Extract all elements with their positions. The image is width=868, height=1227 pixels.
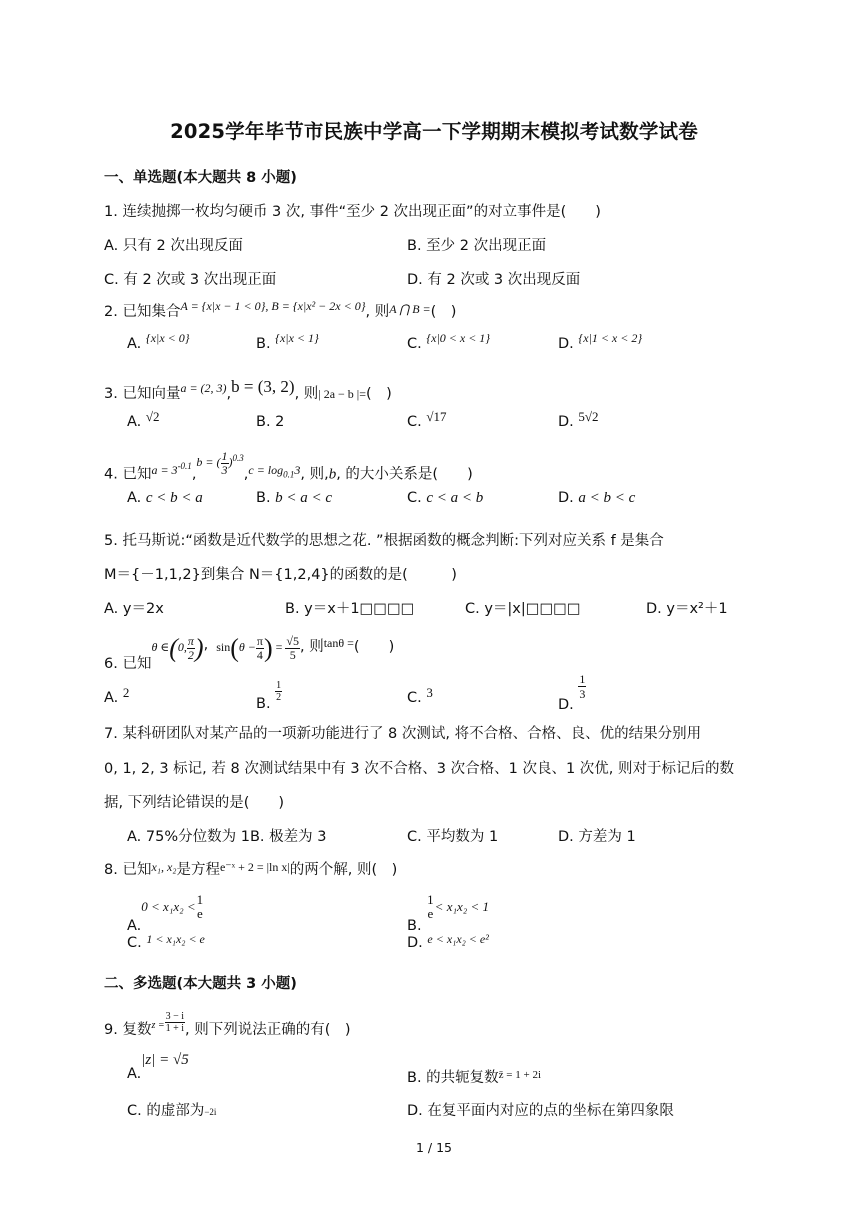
question-8-option-b: B. 1 e < x₁x₂ < 1 — [407, 892, 490, 934]
question-9-fraction: $\frac{3 - i}{1 + i}$ — [165, 1010, 185, 1034]
question-3-stem: 3. 已知向量$^{a = (2, 3)}$,b = (3, 2), 则| 2a − b |=( ) — [104, 377, 392, 402]
question-6-option-a: A. 2 — [104, 685, 130, 706]
question-3-option-d: D. 5√2 — [558, 409, 599, 430]
question-6-sin-equation: sin(θ − $\frac{\pi}{4}$ ) = $\frac{√5}{5}$ — [216, 633, 299, 662]
question-2-option-b: B. $^{\{x|x < 1\}}$ — [256, 331, 319, 352]
question-2-sets-formula: A = {x|x − 1 < 0}, B = {x|x² − 2x < 0} — [180, 299, 366, 313]
question-4-a-def: a = 3-0.1 — [151, 461, 192, 478]
question-8-variables: x₁, x₂ — [151, 860, 177, 874]
question-7-line-2: 0, 1, 2, 3 标记, 若 8 次测试结果中有 3 次不合格、3 次合格、1 次良、1 次优, 则对于标记后的数 — [104, 761, 734, 777]
question-4-c-def: c = log0.13 — [248, 463, 301, 480]
question-7-option-d: D. 方差为 1 — [558, 829, 636, 845]
question-4-option-d: D. a < b < c — [558, 490, 636, 506]
question-9-option-a: A.|z| = √5 — [127, 1052, 189, 1082]
question-8-equation: e⁻ˣ + 2 = |ln x| — [219, 860, 290, 874]
question-7-line-3: 据, 下列结论错误的是( ) — [104, 795, 285, 811]
question-7-option-ab: A. 75%分位数为 1B. 极差为 3 — [127, 829, 327, 845]
question-5-line-1: 5. 托马斯说:“函数是近代数学的思想之花. ”根据函数的概念判断:下列对应关系 f 是集合 — [104, 533, 664, 549]
question-1-option-d: D. 有 2 次或 3 次出现反面 — [407, 272, 581, 288]
question-6-theta-range: θ ∈(0, $\frac{\pi}{2}$ ) — [151, 633, 204, 662]
page-title: 2025学年毕节市民族中学高一下学期期末模拟考试数学试卷 — [170, 120, 698, 143]
question-2-option-c: C. $^{\{x|0 < x < 1\}}$ — [407, 331, 491, 352]
question-1-option-c: C. 有 2 次或 3 次出现正面 — [104, 272, 277, 288]
question-6-option-d: D. $\frac{1}{3}$ — [558, 672, 586, 713]
question-3-vector-b: b = (3, 2) — [231, 377, 295, 396]
question-3-option-b: B. 2 — [256, 414, 285, 430]
question-2-intersection-formula: A ⋂ B = — [389, 302, 431, 316]
question-1-option-b: B. 至少 2 次出现正面 — [407, 238, 547, 254]
question-1-option-a: A. 只有 2 次出现反面 — [104, 238, 243, 254]
question-8-stem: 8. 已知$^{x_1, x_2}$是方程$^{e^-ˣ + 2 = |ln x|}$的两个解, 则( ) — [104, 860, 398, 878]
question-7-option-c: C. 平均数为 1 — [407, 829, 499, 845]
question-4-option-b: B. b < a < c — [256, 490, 333, 506]
question-1-stem: 1. 连续抛掷一枚均匀硬币 3 次, 事件“至少 2 次出现正面”的对立事件是( ) — [104, 204, 601, 220]
question-2-option-d: D. $^{\{x|1 < x < 2\}}$ — [558, 331, 643, 352]
question-8-option-a: A.0 < x₁x₂ < 1 e — [127, 892, 204, 934]
question-3-vector-a: a = (2, 3) — [180, 381, 227, 395]
question-8-option-d: D. $^{e < x_1x_2 < e^2}$ — [407, 932, 489, 951]
question-3-option-a: A. √2 — [127, 409, 160, 430]
question-4-stem: 4. 已知$^{a = 3^{-0.1}}$,$^{b = ( \frac{1}{3} )^{0.3}}$,$^{c = log_{0.1}3}$, 则,b, 的大小关系是( ) — [104, 449, 473, 483]
question-4-option-c: C. c < a < b — [407, 490, 484, 506]
question-9-option-d: D. 在复平面内对应的点的坐标在第四象限 — [407, 1103, 674, 1119]
question-6-option-b: B. $\frac{1}{2}$ — [256, 680, 282, 712]
question-5-option-d: D. y＝x²＋1 — [646, 601, 728, 617]
question-8-option-c: C. $^{1 < x_1x_2 < e}$ — [127, 932, 205, 951]
question-5-option-b: B. y＝x＋1□□□□ — [285, 601, 415, 617]
question-6-option-c: C. 3 — [407, 685, 433, 706]
question-7-line-1: 7. 某科研团队对某产品的一项新功能进行了 8 次测试, 将不合格、合格、良、优的结果分别用 — [104, 726, 702, 742]
question-9-option-c: C. 的虚部为−2i — [127, 1103, 217, 1119]
section-heading-single-choice: 一、单选题(本大题共 8 小题) — [104, 170, 297, 186]
question-5-option-a: A. y＝2x — [104, 601, 164, 617]
question-9-option-b: B. 的共轭复数$^{z̄ = 1 + 2i}$ — [407, 1069, 542, 1086]
question-4-option-a: A. c < b < a — [127, 490, 203, 506]
question-6-stem: 6. 已知θ ∈(0, $\frac{\pi}{2}$ ), sin(θ − $\frac{\pi}{4}$ ) = $\frac{√5}{5}$ , 则tanθ =( ) — [104, 633, 395, 672]
page-number: 1 / 15 — [415, 1140, 453, 1155]
question-5-option-c: C. y＝|x|□□□□ — [465, 601, 581, 617]
question-2-option-a: A. $^{\{x|x < 0\}}$ — [127, 331, 190, 352]
section-heading-multiple-choice: 二、多选题(本大题共 3 小题) — [104, 976, 297, 992]
question-4-b-def: b = ( 1 3 )0.3 — [196, 449, 244, 477]
question-3-option-c: C. √17 — [407, 409, 447, 430]
question-9-stem: 9. 复数z = $\frac{3 - i}{1 + i}$ , 则下列说法正确的有( ) — [104, 1010, 351, 1038]
question-5-line-2: M＝{－1,1,2}到集合 N＝{1,2,4}的函数的是( ) — [104, 567, 457, 583]
question-3-expression: | 2a − b |= — [318, 387, 366, 401]
question-2-stem: 2. 已知集合$^{A = \{x|x - 1 < 0\}, B = \{x|x^2 - 2x < 0\}}$, 则$^{A ⋂ B =}$( ) — [104, 299, 457, 320]
